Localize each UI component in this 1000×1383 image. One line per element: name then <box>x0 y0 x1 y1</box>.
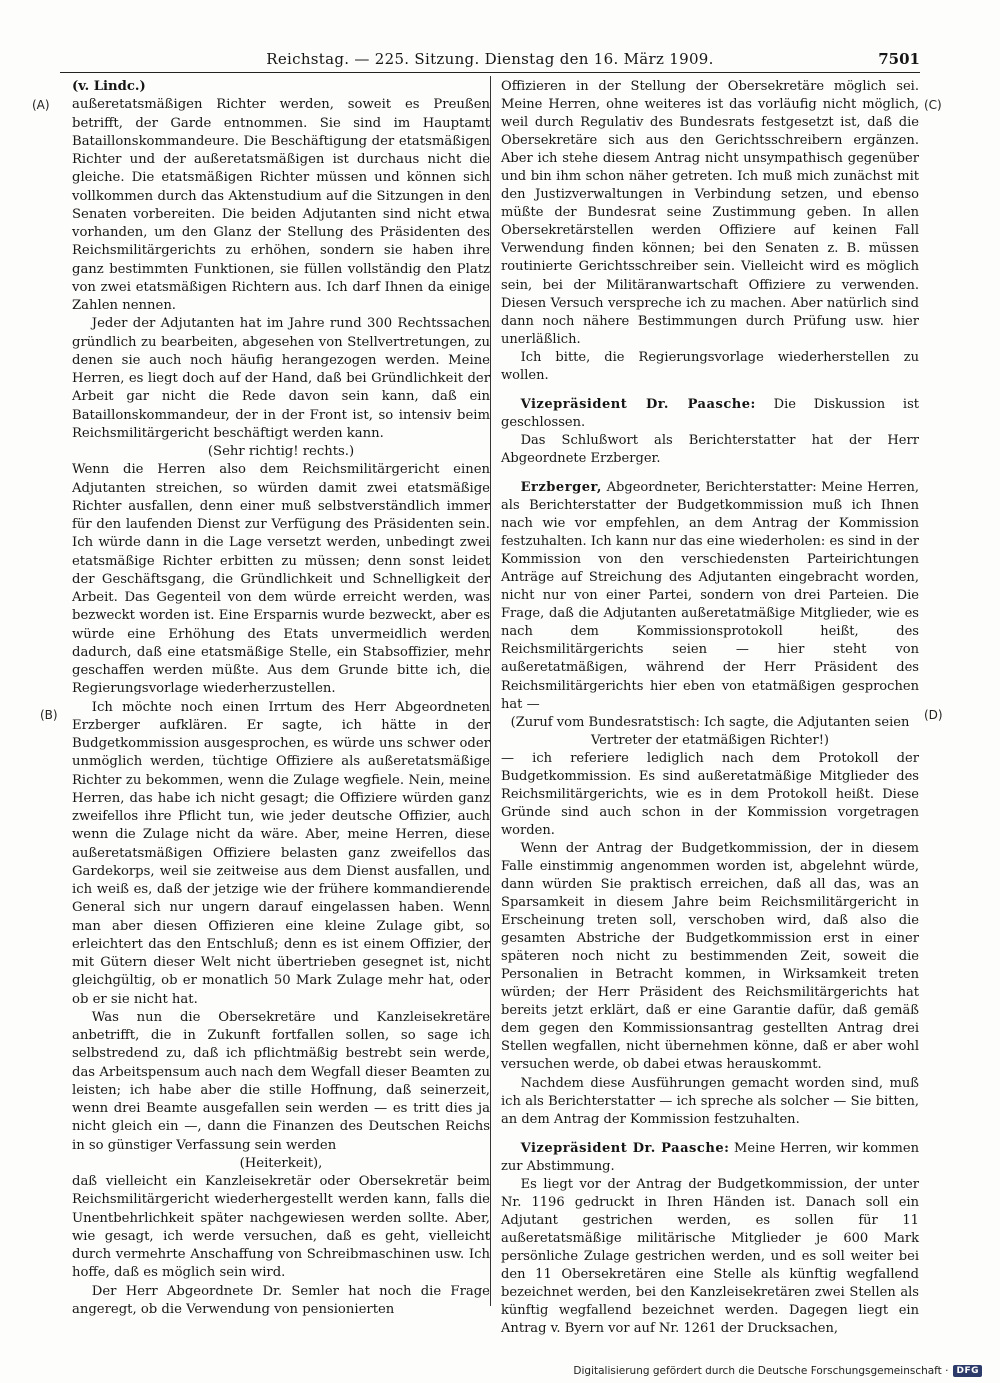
paragraph: Nachdem diese Ausführungen gemacht worden sind, muß ich als Berichterstatter — ich spreche als solcher — Sie bitten, an dem Antrag der Kommission festzuhalten. <box>501 1075 919 1127</box>
paragraph: Wenn der Antrag der Budgetkommission, der in diesem Falle einstimmig angenommen worden ist, abgelehnt würde, dann würden Sie praktisch erreichen, daß all das, was an Sparsamkeit in diesem Jahre beim Reichsmilitärgericht in Erscheinung treten soll, verschoben wird, daß also die gesamten Abstriche der Budgetkommission erst in einer späteren noch nicht zu bestimmenden Zeit, soweit die Personalien in Betracht kommen, in Wirksamkeit treten würden; der Herr Präsident des Reichsmilitärgerichts hat bereits jetzt erklärt, daß er eine Garantie dafür, daß gemäß dem gegen den Kommissionsantrag gestellten Antrag drei Stellen wegfallen, nicht übernehmen könne, daß er aber wohl versuchen werde, ob dabei etwas herauskommt. <box>501 840 919 1073</box>
margin-marker-d: (D) <box>924 708 943 722</box>
interjection: (Sehr richtig! rechts.) <box>207 444 355 459</box>
paragraph: Das Schlußwort als Berichterstatter hat der Herr Abgeordnete Erzberger. <box>501 432 919 466</box>
speech-text: Die Diskussion ist geschlossen. <box>501 396 920 430</box>
margin-marker-a: (A) <box>32 98 50 112</box>
page-number: 7501 <box>878 50 920 68</box>
speech-text: Meine Herren, wir kommen zur Abstimmung. <box>501 1140 919 1174</box>
speaker-name: Vizepräsident Dr. Paasche: <box>520 1140 730 1156</box>
speech-paragraph <box>501 1140 919 1176</box>
paragraph: Der Herr Abgeordnete Dr. Semler hat noch die Frage angeregt, ob die Verwendung von pensionierten <box>72 1283 490 1317</box>
paragraph: außeretatsmäßigen Richter werden, soweit es Preußen betrifft, der Garde entnommen. Sie sind im Hauptamt Bataillonskommandeure. Die Beschäftigung der etatsmäßigen Richter und der außeretatsmäßigen ist durchaus nicht die gleiche. Die etatsmäßigen Richter müssen und können sich vollkommen durch das Aktenstudium auf die Sitzungen in den Senaten vorbereiten. Die beiden Adjutanten sind nicht etwa vorhanden, um den Glanz der Stellung des Präsidenten des Reichsmilitärgerichts zu erhöhen, sondern sie haben ihre ganz bestimmten Funktionen, sie füllen vollständig den Platz von zwei etatsmäßigen Richtern aus. Ich darf Ihnen da einige Zahlen nennen. <box>72 97 490 313</box>
speaker-continuation: (v. Lindc.) <box>72 79 146 94</box>
footer-credit <box>573 1365 982 1377</box>
speaker-name: Erzberger, <box>520 479 602 495</box>
margin-marker-b: (B) <box>40 708 58 722</box>
paragraph: daß vielleicht ein Kanzleisekretär oder Obersekretär beim Reichsmilitärgericht wiederhergestellt werden kann, falls die Unentbehrlichkeit später nachgewiesen werden sollte. Aber, wie gesagt, ich werde versuchen, daß es geht, vielleicht durch vermehrte Anschaffung von Schreibmaschinen usw. Ich hoffe, daß es möglich sein wird. <box>72 1174 490 1281</box>
left-column <box>72 78 490 1319</box>
paragraph: Wenn die Herren also dem Reichsmilitärgericht einen Adjutanten streichen, so würden damit zwei etatsmäßige Richter ausfallen, denn einer muß selbstverständlich immer für den laufenden Dienst zur Verfügung des Präsidenten sein. Ich würde dann in die Lage versetzt werden, unbedingt zwei etatsmäßige Richter erbitten zu müssen; denn sonst leidet der Geschäftsgang, die Gründlichkeit und Schnelligkeit der Arbeit. Das Gegenteil von dem würde erreicht werden, was bezweckt worden ist. Eine Ersparnis wurde bezweckt, aber es würde eine Erhöhung des Etats unvermeidlich werden dadurch, daß eine etatsmäßige Stelle, ein Stabsoffizier, mehr geschaffen werden müßte. Aus dem Grunde bitte ich, die Regierungsvorlage wiederherzustellen. <box>72 462 490 697</box>
dfg-logo-icon: DFG <box>953 1365 982 1377</box>
interjection: (Zuruf vom Bundesratstisch: Ich sagte, die Adjutanten seien Vertreter der etatmäßigen Richter!) <box>510 714 910 748</box>
paragraph: Offizieren in der Stellung der Obersekretäre möglich sei. Meine Herren, ohne weiteres ist das vorläufig nicht möglich, weil durch Regulativ des Bundesrats festgesetzt ist, daß die Obersekretäre sich aus den Gerichtsschreibern ergänzen. Aber ich stehe diesem Antrag nicht unsympathisch gegenüber und bin ihm schon näher getreten. Ich muß mich zunächst mit den Justizverwaltungen in Verbindung setzen, und ebenso müßte der Bundesrat seine Zustimmung geben. In allen Obersekretärstellen werden Offiziere auf keinen Fall Verwendung finden können; bei den Senaten z. B. müssen routinierte Gerichtsschreiber sein. Vielleicht wird es möglich sein, bei der Militäranwartschaft Offiziere zu verwenden. Diesen Versuch verspreche ich zu machen. Aber natürlich sind dann noch nähere Bestimmungen durch Prüfung usw. hier unerläßlich. <box>501 79 919 347</box>
footer-text: Digitalisierung gefördert durch die Deutsche Forschungsgemeinschaft · <box>573 1365 949 1377</box>
speaker-name: Vizepräsident Dr. Paasche: <box>520 396 756 412</box>
paragraph: Was nun die Obersekretäre und Kanzleisekretäre anbetrifft, die in Zukunft fortfallen sollen, so sage ich selbstredend zu, daß ich pflichtmäßig bestrebt sein werde, das Arbeitspensum auch nach dem Wegfall dieser Beamten zu leisten; ich habe aber die stille Hoffnung, daß seinerzeit, wenn drei Beamte ausgefallen sein werden — es tritt dies ja nicht gleich ein —, dann die Finanzen des Deutschen Reichs in so günstiger Verfassung sein werden <box>72 1009 490 1153</box>
paragraph: Ich möchte noch einen Irrtum des Herr Abgeordneten Erzberger aufklären. Er sagte, ich hätte in der Budgetkommission ausgesprochen, es würde uns schwer oder unmöglich werden, tüchtige Offiziere als außeretatsmäßige Richter zu bekommen, wenn die Zulage wegfiele. Nein, meine Herren, das habe ich nicht gesagt; die Offiziere würden ganz zweifellos ihre Pflicht tun, wie jeder deutsche Offizier, auch wenn die Zulage nicht da wäre. Aber, meine Herren, diese außeretatsmäßigen Offiziere belasten ganz zweifellos das Gardekorps, weil sie zeitweise aus dem Dienst ausfallen, und ich weiß es, daß der jetzige wie der frühere kommandierende General sich nur ungern darauf eingelassen haben. Wenn man aber diesen Offizieren eine kleine Zulage gibt, so erleichtert das den Entschluß; denn es ist einem Offizier, der mit Gütern dieser Welt nicht übertrieben gesegnet ist, nicht gleichgültig, ob er monatlich 50 Mark Zulage mehr hat, oder ob er sie nicht hat. <box>72 699 490 1007</box>
right-column <box>501 78 919 1338</box>
speech-text: Abgeordneter, Berichterstatter: Meine Herren, als Berichterstatter der Budgetkommission muß ich Ihnen nach wie vor empfehlen, an dem Antrag der Kommission festzuhalten. Ich kann nur das eine wiederholen: es sind in der Kommission von den verschiedensten Parteirichtungen Anträge auf Streichung des Adjutanten eingebracht worden, nicht nur von einer Partei, sondern von drei Parteien. Die Frage, daß die Adjutanten außeretatmäßige Mitglieder, wie es nach dem Kommissionsprotokoll heißt, des Reichsmilitärgerichts seien — hier steht von außeretatmäßigen, während der Herr Präsident des Reichsmilitärgerichts hier eben von etatmäßigen gesprochen hat — <box>501 479 919 712</box>
paragraph: Ich bitte, die Regierungsvorlage wiederherstellen zu wollen. <box>501 349 919 383</box>
header-rule <box>60 72 920 73</box>
paragraph: — ich referiere lediglich nach dem Protokoll der Budgetkommission. Es sind außeretatmäßige Mitglieder des Reichsmilitärgerichts, wie es in dem Protokoll heißt. Diese Gründe sind auch schon in der Kommission vorgetragen worden. <box>501 750 919 838</box>
paragraph: Es liegt vor der Antrag der Budgetkommission, der unter Nr. 1196 gedruckt in Ihren Händen ist. Danach soll ein Adjutant gestrichen werden, es sollen für 11 außeretatsmäßige militärische Mitglieder je 600 Mark persönliche Zulage gestrichen werden, und es soll weiter bei den 11 Obersekretären eine Stelle als künftig wegfallend bezeichnet werden, bei den Kanzleisekretären zwei Stellen als künftig wegfallend bezeichnet werden. Dagegen liegt ein Antrag v. Byern vor auf Nr. 1261 der Drucksachen, <box>501 1176 919 1337</box>
column-divider <box>490 76 491 1306</box>
speech-paragraph <box>501 396 919 432</box>
speech-paragraph <box>501 479 919 714</box>
paragraph: Jeder der Adjutanten hat im Jahre rund 300 Rechtssachen gründlich zu bearbeiten, abgesehen von Stellvertretungen, zu denen sie auch noch häufig herangezogen werden. Meine Herren, es liegt doch auf der Hand, daß bei Gründlichkeit der Arbeit gar nicht die Rede davon sein kann, daß ein Bataillonskommandeur, der in der Front ist, so intensiv beim Reichsmilitärgericht beschäftigt werden kann. <box>72 316 490 441</box>
interjection: (Heiterkeit), <box>239 1155 323 1171</box>
margin-marker-c: (C) <box>924 98 942 112</box>
page-title: Reichstag. — 225. Sitzung. Dienstag den 16. März 1909. <box>266 50 714 68</box>
